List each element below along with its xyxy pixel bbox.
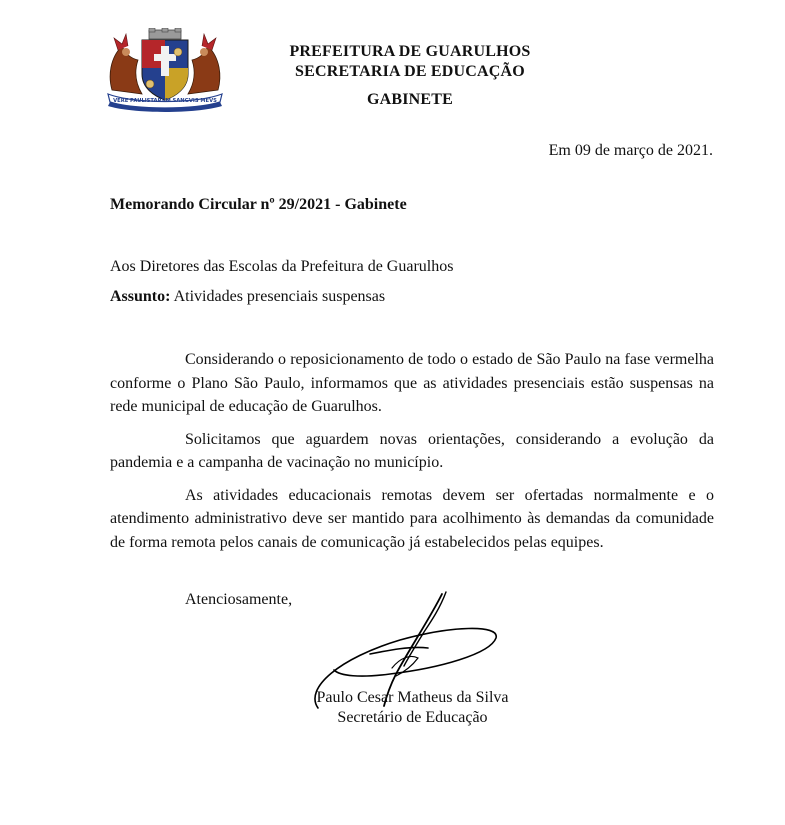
memo-body xyxy=(110,348,714,563)
crest-motto-text: VERE PAULISTARVM SANGVIS MEVS xyxy=(113,98,217,104)
signer-title: Secretário de Educação xyxy=(337,709,488,726)
subject-label: Assunto: xyxy=(110,288,171,305)
recipient-line: Aos Diretores das Escolas da Prefeitura de Guarulhos xyxy=(110,258,454,275)
mural-crown-icon xyxy=(149,28,181,39)
subject-line xyxy=(110,288,385,306)
body-paragraph: As atividades educacionais remotas devem ser ofertadas normalmente e o atendimento administrativo deve ser mantido para acolhimento às demandas da comunidade de forma remota pelos canais de comunicação já estabelecidos pelas equipes. xyxy=(110,486,714,551)
left-supporter-figure xyxy=(110,34,142,94)
document-date: Em 09 de março de 2021. xyxy=(548,142,713,159)
coat-of-arms-logo xyxy=(104,28,226,112)
shield-icon xyxy=(142,40,188,100)
office-name: GABINETE xyxy=(366,91,454,108)
closing-salutation: Atenciosamente, xyxy=(185,591,293,608)
right-supporter-figure xyxy=(188,34,220,94)
signature-block xyxy=(300,688,525,728)
institution-name: PREFEITURA DE GUARULHOS xyxy=(289,43,531,60)
signer-name: Paulo Cesar Matheus da Silva xyxy=(316,689,509,706)
subject-value: Atividades presenciais suspensas xyxy=(173,288,386,305)
letterhead xyxy=(250,42,570,110)
memo-title: Memorando Circular nº 29/2021 - Gabinete xyxy=(110,196,407,213)
body-paragraph: Considerando o reposicionamento de todo o estado de São Paulo na fase vermelha conforme o Plano São Paulo, informamos que as atividades presenciais estão suspensas na rede municipal de educação de Guarulhos. xyxy=(110,351,714,415)
body-paragraph: Solicitamos que aguardem novas orientações, considerando a evolução da pandemia e a campanha de vacinação no município. xyxy=(110,430,714,471)
department-name: SECRETARIA DE EDUCAÇÃO xyxy=(295,63,525,80)
